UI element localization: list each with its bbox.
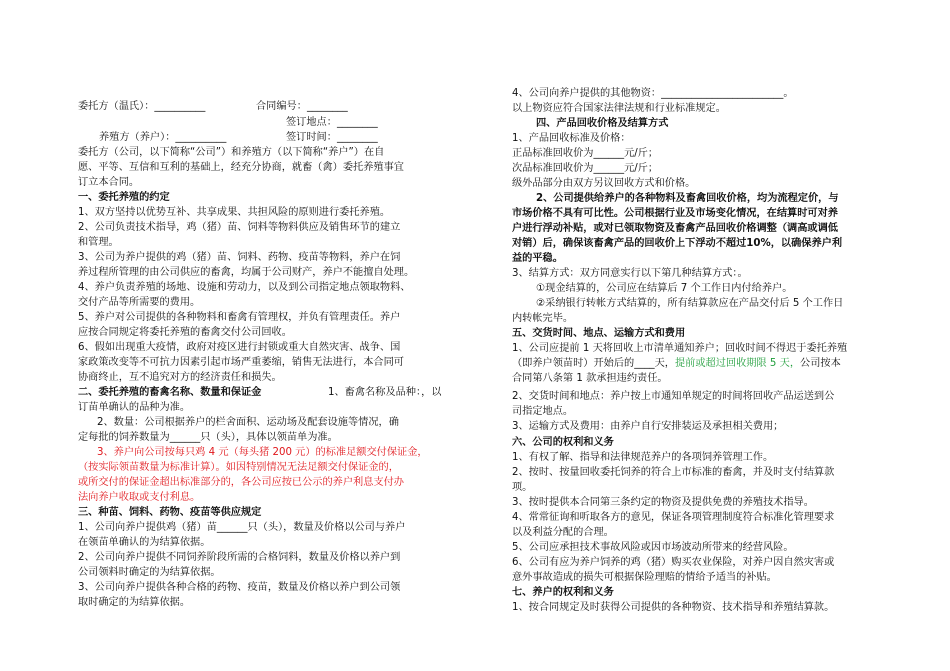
section-5-line: 司指定地点。	[512, 406, 574, 417]
price-unit: 元/斤；	[624, 148, 659, 159]
section-6-line: 5、公司应承担技术事故风险或因市场波动所带来的经营风险。	[512, 542, 794, 553]
price-unit: 元/斤；	[624, 163, 659, 174]
section-2-item2-b	[78, 431, 338, 445]
pricing-line: 对销）后，确保该畜禽产品的回收价上下浮动不超过10%，以确保养户利	[512, 238, 843, 249]
sign-time-label: 签订时间：	[286, 132, 337, 143]
section-1-title: 一、委托养殖的约定	[78, 192, 170, 203]
section-1-line: 养过程所管理的由公司供应的畜禽，均属于公司财产，养户不能擅自处理。	[78, 267, 415, 278]
farmer-blank: __________	[175, 132, 227, 143]
other-supplies-label: 4、公司向养户提供的其他物资：	[512, 88, 662, 99]
standard-note: 以上物资应符合国家法律法规和行业标准规定。	[512, 103, 726, 114]
pricing-line: 益的平稳。	[512, 253, 563, 264]
section-6-line: 3、按时提供本合同第三条约定的物资及提供免费的养殖技术指导。	[512, 497, 814, 508]
section-5-title: 五、交货时间、地点、运输方式和费用	[512, 328, 686, 339]
price-line-offgrade: 级外品部分由双方另议回收方式和价格。	[512, 178, 696, 189]
intro-line: 愿、平等、互信和互利的基础上，经充分协商，就畜（禽）委托养殖事宜	[78, 162, 404, 173]
section-6-line: 项。	[512, 482, 533, 493]
section-7-title: 七、养户的权利和义务	[512, 587, 614, 598]
sign-time-line	[286, 131, 378, 145]
sign-place-blank: ________	[336, 117, 378, 128]
section-5-text: 天，	[654, 358, 675, 369]
section-3-line	[78, 521, 405, 535]
section-6-line: 4、常常征询和听取各方的意见，保证各项管理制度符合标准化管理要求	[512, 512, 835, 523]
sign-time-blank: ________	[336, 132, 378, 143]
section-2-item1-tail: 订苗单确认的品种为准。	[78, 402, 191, 413]
section-5-line: 合同第八条第 1 款承担违约责任。	[512, 373, 668, 384]
section-2-item2-b1: 定每批的饲养数量为	[78, 432, 170, 443]
section-3-line: 2、公司向养户提供不同饲养阶段所需的合格饲料，数量及价格以养户到	[78, 552, 401, 563]
period: 。	[783, 88, 794, 99]
section-3-line: 在领苗单确认的为结算依据。	[78, 537, 211, 548]
section-3-line: 公司领料时确定的为结算依据。	[78, 567, 221, 578]
section-1-line: 6、假如出现重大疫情，政府对疫区进行封锁或重大自然灾害、战争、国	[78, 342, 401, 353]
price-label: 次品标准回收价为	[512, 163, 594, 174]
client-blank: __________	[154, 101, 206, 112]
pricing-line: 市场价格不具有可比性。公司根据行业及市场变化情况，在结算时可对养	[512, 208, 838, 219]
section-1-line: 交付产品等所需要的费用。	[78, 297, 201, 308]
settlement-method: 3、结算方式：双方同意实行以下第几种结算方式：。	[512, 268, 748, 279]
section-1-line: 1、双方坚持以优势互补、共享成果、共担风险的原则进行委托养殖。	[78, 207, 391, 218]
deposit-line: 或所交付的保证金超出标准部分的，各公司应按已公示的养户利息支付办	[78, 477, 404, 488]
section-5-line: 2、交货时间和地点：养户按上市通知单规定的时间将回收产品运送到公	[512, 391, 835, 402]
deadline-highlight: 提前或超过回收期限 5 天，	[675, 358, 801, 369]
price-label: 正品标准回收价为	[512, 148, 594, 159]
section-2-item2-b2: 只（头），具体以领苗单为准。	[200, 432, 338, 443]
settlement-option-bank-tail: 内转帐完毕。	[512, 313, 574, 324]
sign-place-line	[286, 116, 378, 130]
section-2-title: 二、委托养殖的畜禽名称、数量和保证金	[78, 387, 262, 398]
price-blank: ______	[593, 163, 625, 174]
section-5-line: 1、公司应提前 1 天将回收上市清单通知养户；回收时间不得迟于委托养殖	[512, 343, 848, 354]
contract-no-blank: ________	[306, 101, 348, 112]
section-1-line: 3、公司为养户提供的鸡（猪）苗、饲料、药物、疫苗等物料，养户在饲	[78, 252, 401, 263]
section-2-item1-head: 1、畜禽名称及品种：，以	[328, 387, 442, 398]
section-4-title: 四、产品回收价格及结算方式	[536, 118, 669, 129]
section-3-line: 3、公司向养户提供各种合格的药物、疫苗，数量及价格以养户到公司领	[78, 582, 401, 593]
section-3-text: 1、公司向养户提供鸡（猪）苗	[78, 522, 217, 533]
section-1-line: 协商终止，互不追究对方的经济责任和损失。	[78, 372, 282, 383]
other-supplies-line	[512, 87, 794, 101]
seedling-blank: ______	[216, 522, 248, 533]
section-1-line: 4、养户负责养殖的场地、设施和劳动力，以及到公司指定地点领取物料、	[78, 282, 411, 293]
section-5-text: （即养户领苗时）开始后的	[512, 358, 635, 369]
section-6-line: 6、公司有应为养户饲养的鸡（猪）购买农业保险，对养户因自然灾害或	[512, 557, 835, 568]
contract-no-label: 合同编号：	[256, 101, 307, 112]
price-blank: ______	[593, 148, 625, 159]
intro-line: 委托方（公司，以下简称“公司”）和养殖方（以下简称“养户”）在自	[78, 147, 385, 158]
section-7-line: 1、按合同规定及时获得公司提供的各种物资、技术指导和养殖结算款。	[512, 602, 835, 613]
intro-line: 订立本合同。	[78, 177, 140, 188]
quantity-blank: ______	[169, 432, 201, 443]
section-1-line: 5、养户对公司提供的各种物料和畜禽有管理权，并负有管理责任。养户	[78, 312, 401, 323]
pricing-line: 户进行浮动补贴，或对已领取物资及畜禽产品回收价格调整（调高或调低	[512, 223, 838, 234]
section-3-title: 三、种苗、饲料、药物、疫苗等供应规定	[78, 507, 262, 518]
farmer-label: 养殖方（养户）：	[99, 132, 176, 143]
section-1-line: 家政策改变等不可抗力因素引起市场严重萎缩，销售无法进行，本合同可	[78, 357, 404, 368]
farmer-line	[99, 131, 226, 145]
deposit-line: 3、养户向公司按每只鸡 4 元（每头猪 200 元）的标准足额交付保证金，	[97, 447, 428, 458]
section-6-title: 六、公司的权利和义务	[512, 437, 614, 448]
settlement-option-cash: ①现金结算的，公司应在结算后 7 个工作日内付给养户。	[536, 283, 793, 294]
section-3-text: 只（头），数量及价格以公司与养户	[247, 522, 406, 533]
price-line-standard	[512, 147, 658, 161]
other-supplies-blank: ________________________	[661, 88, 784, 99]
section-5-text: 公司按本	[800, 358, 841, 369]
section-1-line: 和管理。	[78, 237, 119, 248]
section-1-line: 2、公司负责技术指导，鸡（猪）苗、饲料等物料供应及销售环节的建立	[78, 222, 401, 233]
section-6-line: 1、有权了解、指导和法律规范养户的各项饲养管理工作。	[512, 452, 774, 463]
section-4-line: 1、产品回收标准及价格：	[512, 133, 631, 144]
section-6-line: 意外事故造成的损失可根据保险理赔的情给予适当的补贴。	[512, 572, 777, 583]
client-line	[78, 100, 205, 114]
section-5-line: 3、运输方式及费用：由养户自行安排装运及承担相关费用；	[512, 421, 784, 432]
price-line-secondary	[512, 162, 658, 176]
settlement-option-bank: ②采纳银行转帐方式结算的，所有结算款应在产品交付后 5 个工作日	[536, 298, 844, 309]
sign-place-label: 签订地点：	[286, 117, 337, 128]
client-label: 委托方（温氏）：	[78, 101, 155, 112]
days-blank: ____	[634, 358, 655, 369]
section-2-item2-a: 2、数量：公司根据养户的栏舍面积、运动场及配套设施等情况，确	[97, 417, 399, 428]
section-1-line: 应按合同规定将委托养殖的畜禽交付公司回收。	[78, 327, 292, 338]
contract-no-line	[256, 100, 348, 114]
section-3-line: 取时确定的为结算依据。	[78, 597, 191, 608]
pricing-line: 2、公司提供给养户的各种物料及畜禽回收价格，均为流程定价，与	[536, 193, 839, 204]
deposit-line: （按实际领苗数量为标准计算）。如因特别情况无法足额交付保证金的，	[78, 462, 399, 473]
section-6-line: 以及利益分配的合理。	[512, 527, 614, 538]
section-5-line	[512, 357, 841, 371]
section-6-line: 2、按时、按量回收委托饲养的符合上市标准的畜禽，并及时支付结算款	[512, 467, 835, 478]
deposit-line: 法向养户收取或支付利息。	[78, 492, 201, 503]
